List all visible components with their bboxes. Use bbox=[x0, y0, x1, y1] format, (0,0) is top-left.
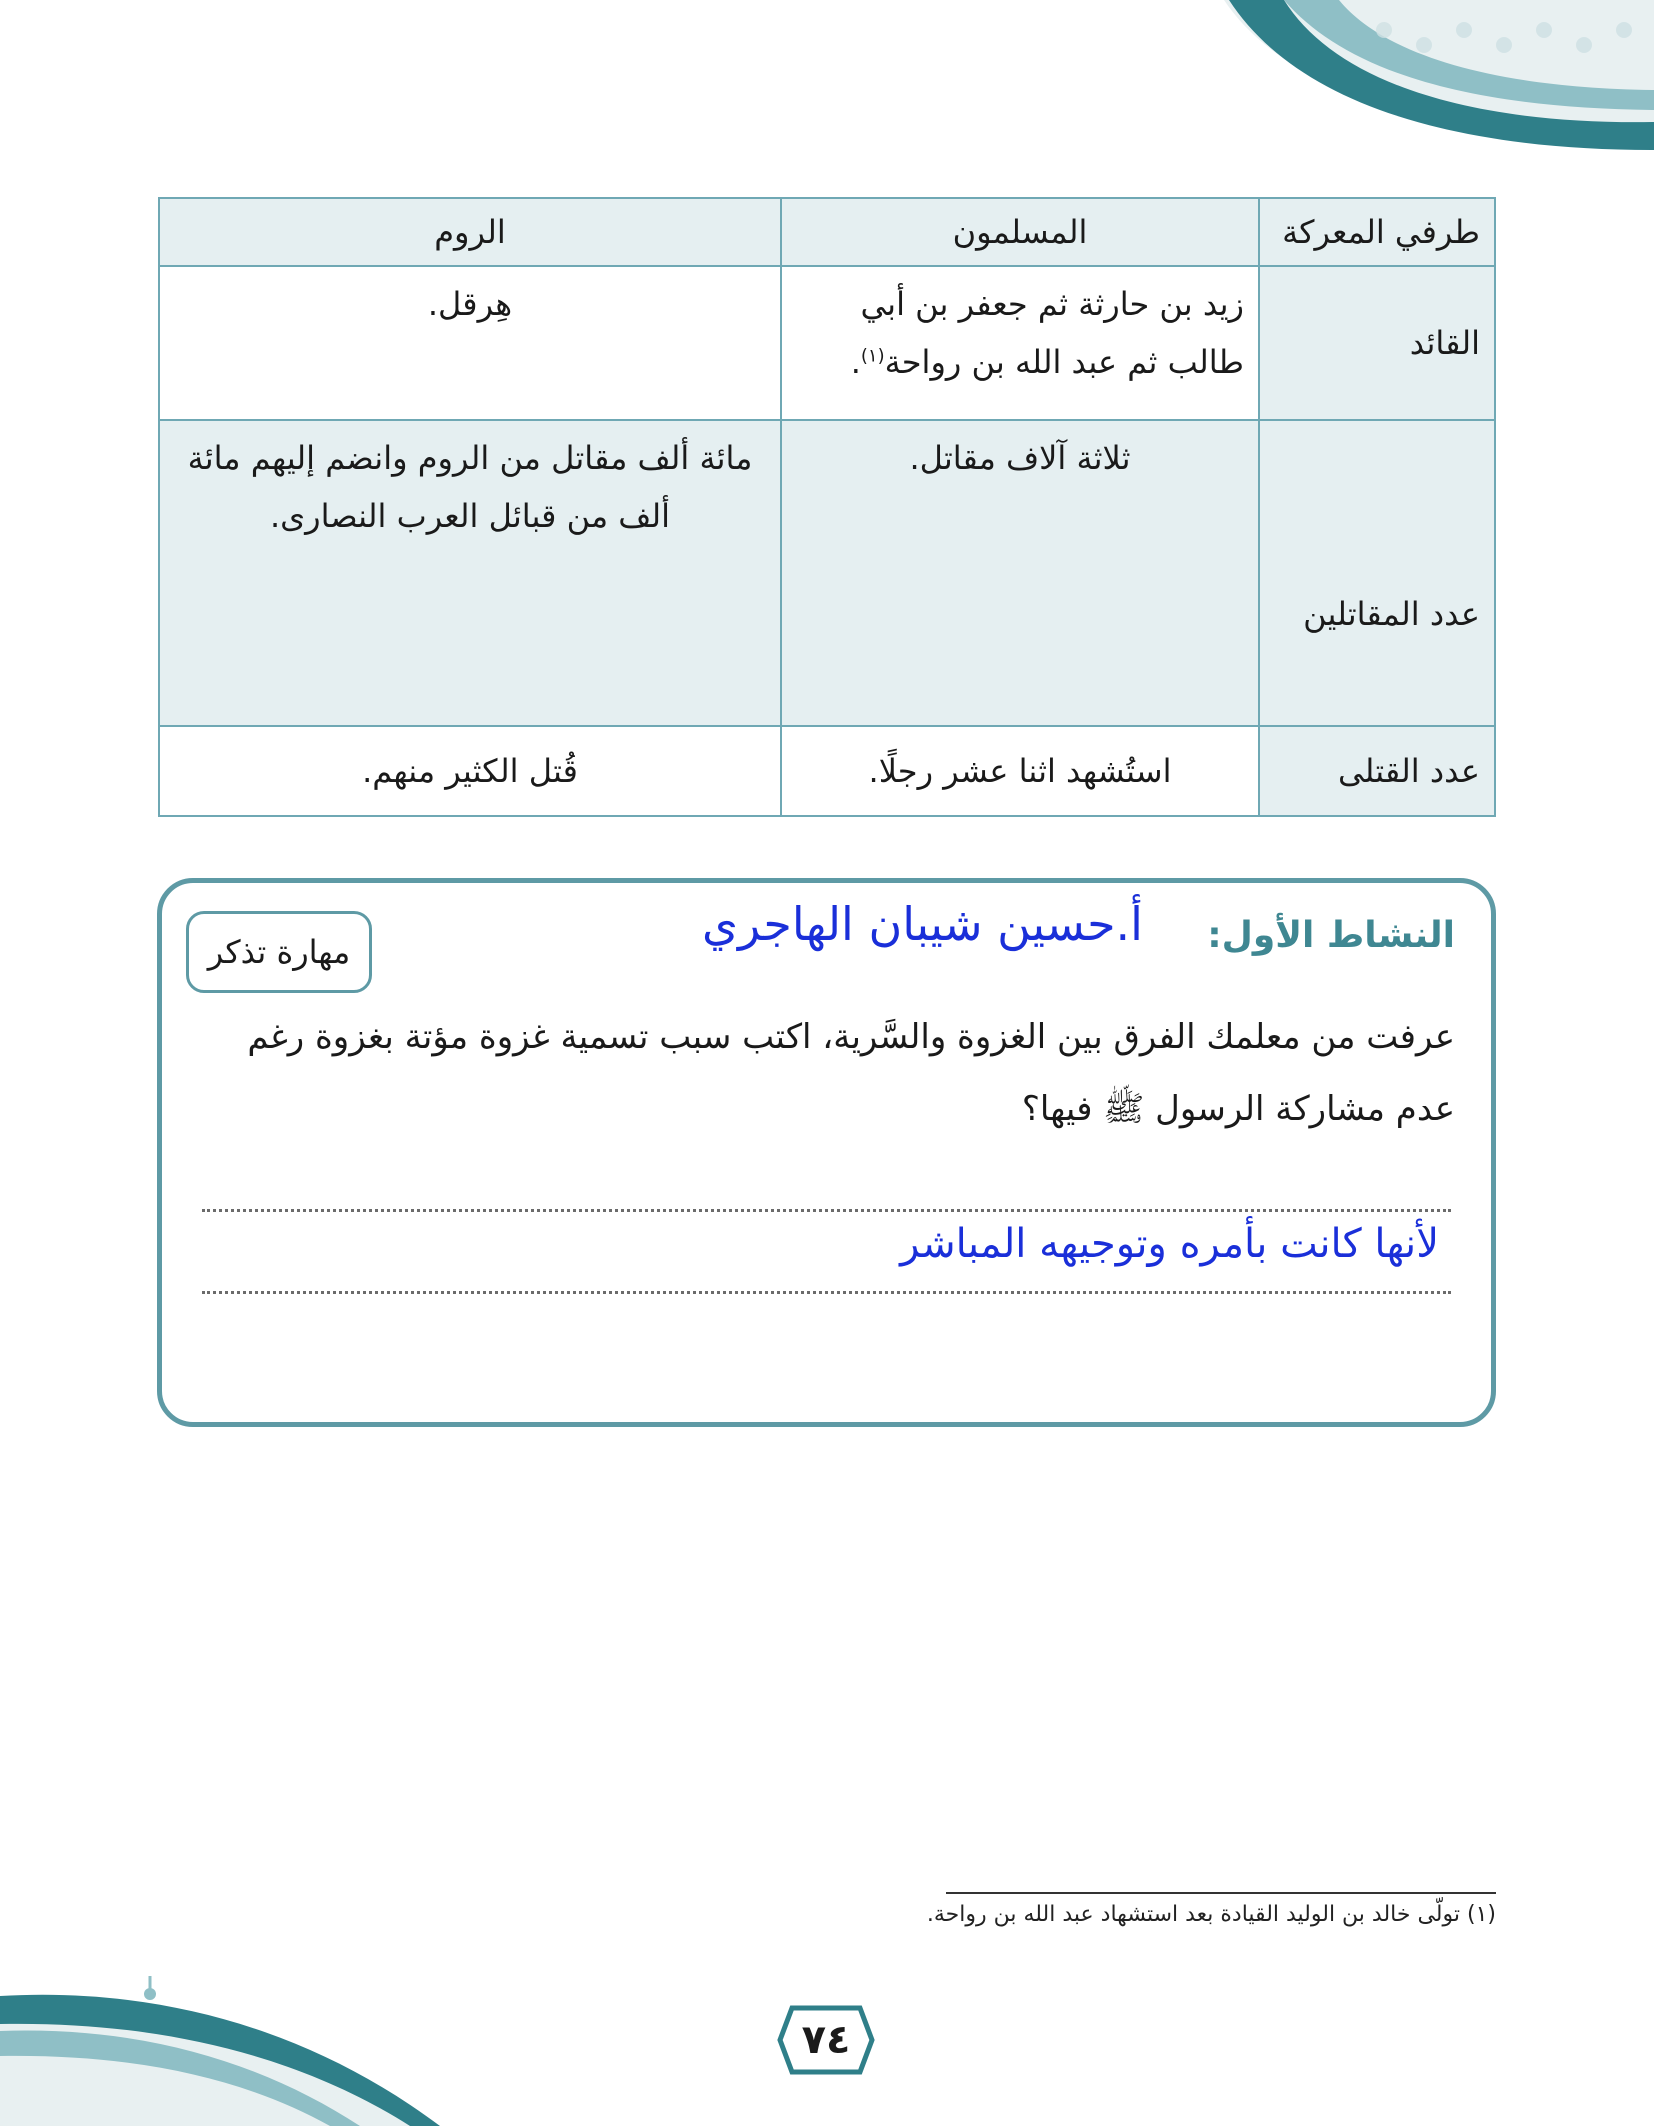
cell-romans-killed: قُتل الكثير منهم. bbox=[159, 726, 781, 816]
header-muslims: المسلمون bbox=[781, 198, 1259, 266]
battle-comparison-table bbox=[158, 197, 1496, 817]
answer-line-1 bbox=[202, 1209, 1451, 1212]
activity-title: النشاط الأول: bbox=[1207, 915, 1455, 956]
cell-muslims-leader bbox=[781, 266, 1259, 420]
footnote-divider bbox=[946, 1892, 1496, 1894]
decorative-corner-top bbox=[1134, 0, 1654, 170]
cell-muslims-leader-text: زيد بن حارثة ثم جعفر بن أبي طالب ثم عبد الله بن رواحة bbox=[860, 285, 1244, 381]
row-label-leader: القائد bbox=[1259, 266, 1495, 420]
table-row bbox=[159, 266, 1495, 420]
teacher-name: أ.حسين شيبان الهاجري bbox=[702, 897, 1143, 951]
cell-romans-leader: هِرقل. bbox=[159, 266, 781, 420]
answer-line-2 bbox=[202, 1291, 1451, 1294]
row-label-fighters: عدد المقاتلين bbox=[1259, 420, 1495, 726]
activity-question: عرفت من معلمك الفرق بين الغزوة والسَّرية، اكتب سبب تسمية غزوة مؤتة بغزوة رغم عدم مشاركة الرسول ﷺ فيها؟ bbox=[247, 1017, 1455, 1129]
cell-muslims-fighters: ثلاثة آلاف مقاتل. bbox=[781, 420, 1259, 726]
header-romans: الروم bbox=[159, 198, 781, 266]
activity-box bbox=[157, 878, 1496, 1427]
cell-muslims-killed: استُشهد اثنا عشر رجلًا. bbox=[781, 726, 1259, 816]
footnote-ref: (١) bbox=[860, 345, 885, 367]
footnote-text: (١) تولّى خالد بن الوليد القيادة بعد استشهاد عبد الله بن رواحة. bbox=[926, 1902, 1496, 1927]
page-number: ٧٤ bbox=[801, 2017, 851, 2063]
table-row bbox=[159, 726, 1495, 816]
decorative-corner-bottom bbox=[0, 1976, 460, 2126]
cell-romans-fighters: مائة ألف مقاتل من الروم وانضم إليهم مائة ألف من قبائل العرب النصارى. bbox=[159, 420, 781, 726]
header-sides: طرفي المعركة bbox=[1259, 198, 1495, 266]
row-label-killed: عدد القتلى bbox=[1259, 726, 1495, 816]
table-row bbox=[159, 420, 1495, 726]
table-header-row bbox=[159, 198, 1495, 266]
cell-muslims-leader-end: . bbox=[850, 343, 861, 381]
skill-badge: مهارة تذكر bbox=[186, 911, 372, 993]
activity-answer: لأنها كانت بأمره وتوجيهه المباشر bbox=[900, 1221, 1439, 1267]
